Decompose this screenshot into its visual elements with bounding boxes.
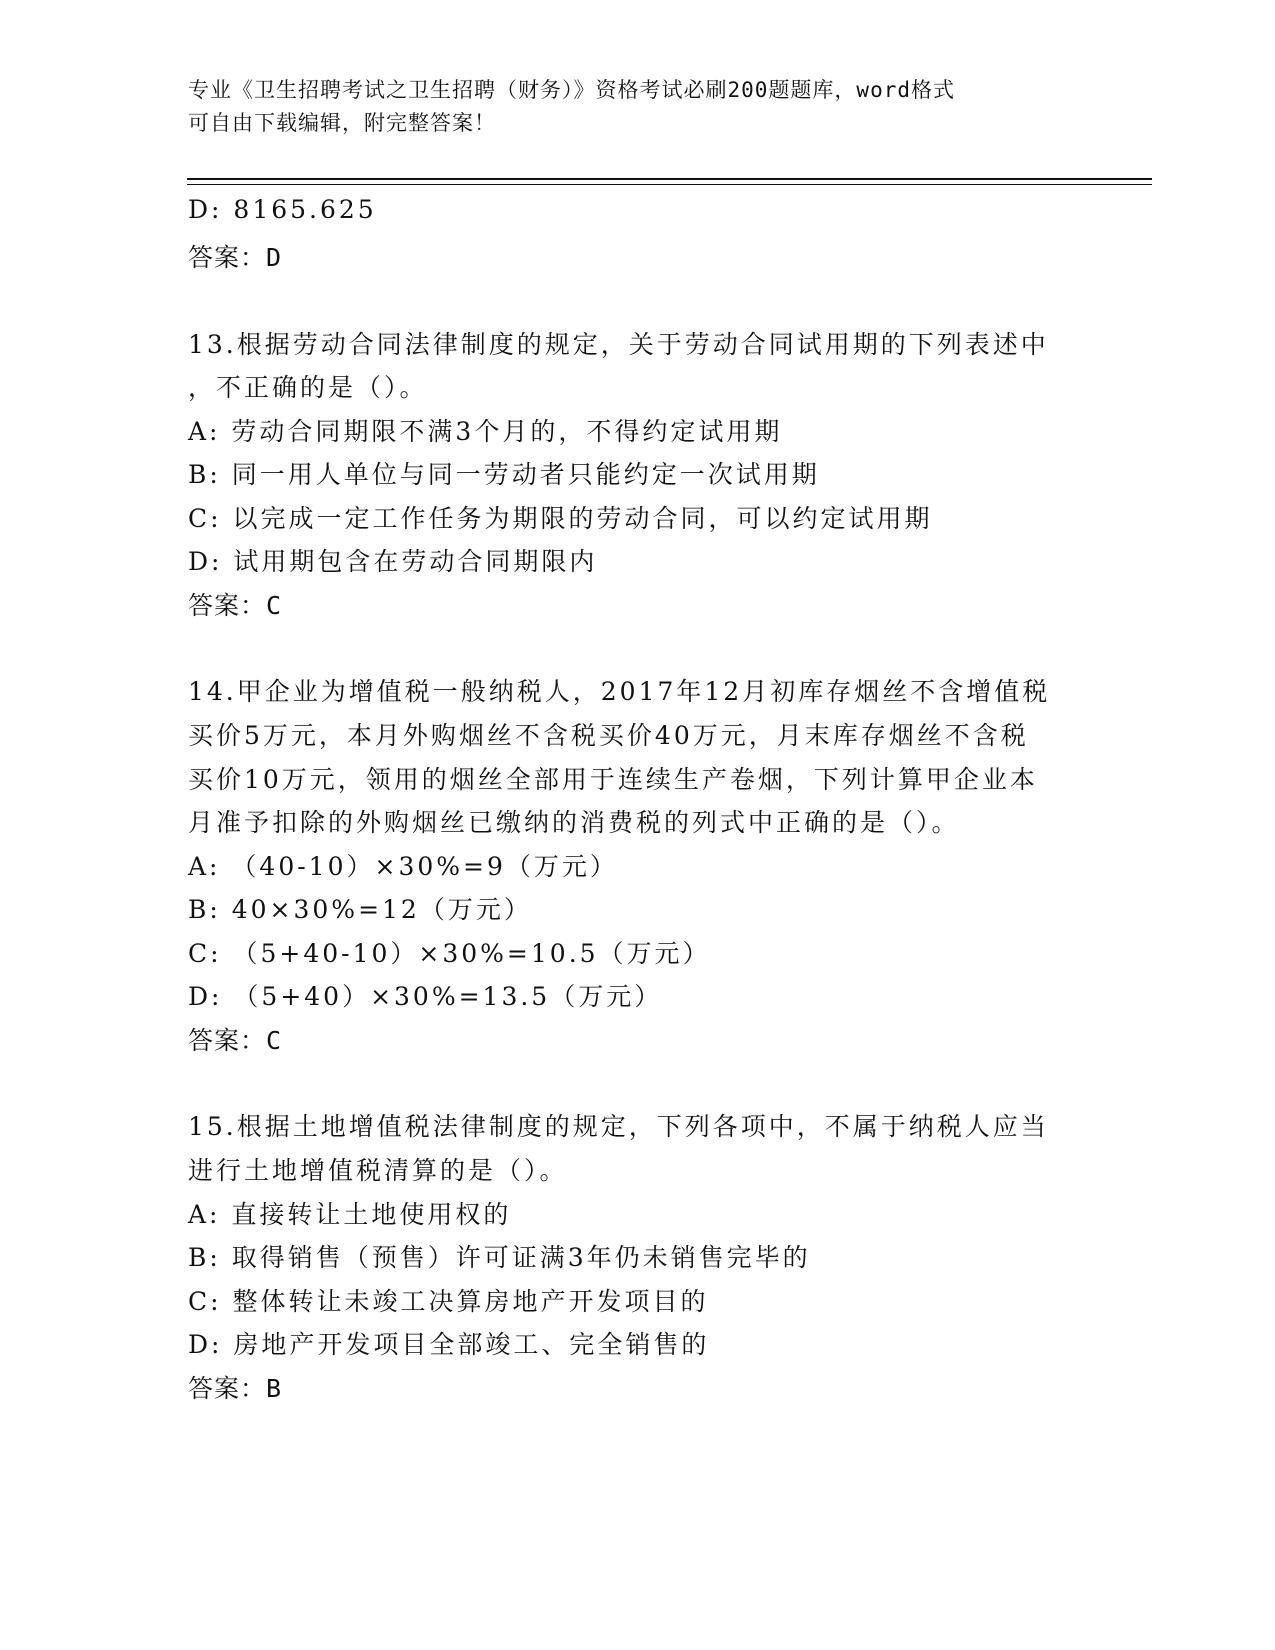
prev-answer: 答案：D	[188, 243, 283, 272]
q14-option-b: B: 40×30%=12（万元）	[188, 895, 532, 924]
q15-answer: 答案：B	[188, 1374, 283, 1403]
header-line-2: 可自由下载编辑，附完整答案！	[188, 111, 496, 135]
q14-stem-line-3: 买价10万元，领用的烟丝全部用于连续生产卷烟，下列计算甲企业本	[188, 765, 1038, 794]
q14-stem-line-2: 买价5万元，本月外购烟丝不含税买价40万元，月末库存烟丝不含税	[188, 721, 1029, 750]
prev-option-d: D: 8165.625	[188, 195, 377, 224]
q13-option-c: C: 以完成一定工作任务为期限的劳动合同，可以约定试用期	[188, 504, 933, 533]
q13-stem-line-1: 13.根据劳动合同法律制度的规定，关于劳动合同试用期的下列表述中	[188, 330, 1049, 359]
document-header	[188, 74, 1068, 140]
q14-stem-line-4: 月准予扣除的外购烟丝已缴纳的消费税的列式中正确的是（）。	[188, 808, 960, 837]
q15-stem-line-1: 15.根据土地增值税法律制度的规定，下列各项中，不属于纳税人应当	[188, 1112, 1049, 1141]
q15-option-c: C: 整体转让未竣工决算房地产开发项目的	[188, 1287, 709, 1316]
q13-option-b: B: 同一用人单位与同一劳动者只能约定一次试用期	[188, 460, 820, 489]
q13-option-d: D: 试用期包含在劳动合同期限内	[188, 547, 598, 576]
q15-option-a: A: 直接转让土地使用权的	[188, 1200, 512, 1229]
header-line-1: 专业《卫生招聘考试之卫生招聘（财务）》资格考试必刷200题题库，word格式	[188, 78, 955, 102]
q14-option-c: C: （5+40-10）×30%=10.5（万元）	[188, 939, 711, 968]
q13-option-a: A: 劳动合同期限不满3个月的，不得约定试用期	[188, 417, 783, 446]
q14-option-a: A: （40-10）×30%=9（万元）	[188, 852, 618, 881]
q14-stem-line-1: 14.甲企业为增值税一般纳税人，2017年12月初库存烟丝不含增值税	[188, 677, 1051, 706]
q15-option-d: D: 房地产开发项目全部竣工、完全销售的	[188, 1330, 710, 1359]
q15-stem-line-2: 进行土地增值税清算的是（）。	[188, 1156, 568, 1185]
header-rule-thick	[187, 178, 1152, 180]
q14-answer: 答案：C	[188, 1026, 283, 1055]
q14-option-d: D: （5+40）×30%=13.5（万元）	[188, 982, 663, 1011]
q13-stem-line-2: ，不正确的是（）。	[188, 373, 428, 402]
q15-option-b: B: 取得销售（预售）许可证满3年仍未销售完毕的	[188, 1243, 811, 1272]
header-rule-thin	[187, 184, 1152, 185]
q13-answer: 答案：C	[188, 591, 283, 620]
